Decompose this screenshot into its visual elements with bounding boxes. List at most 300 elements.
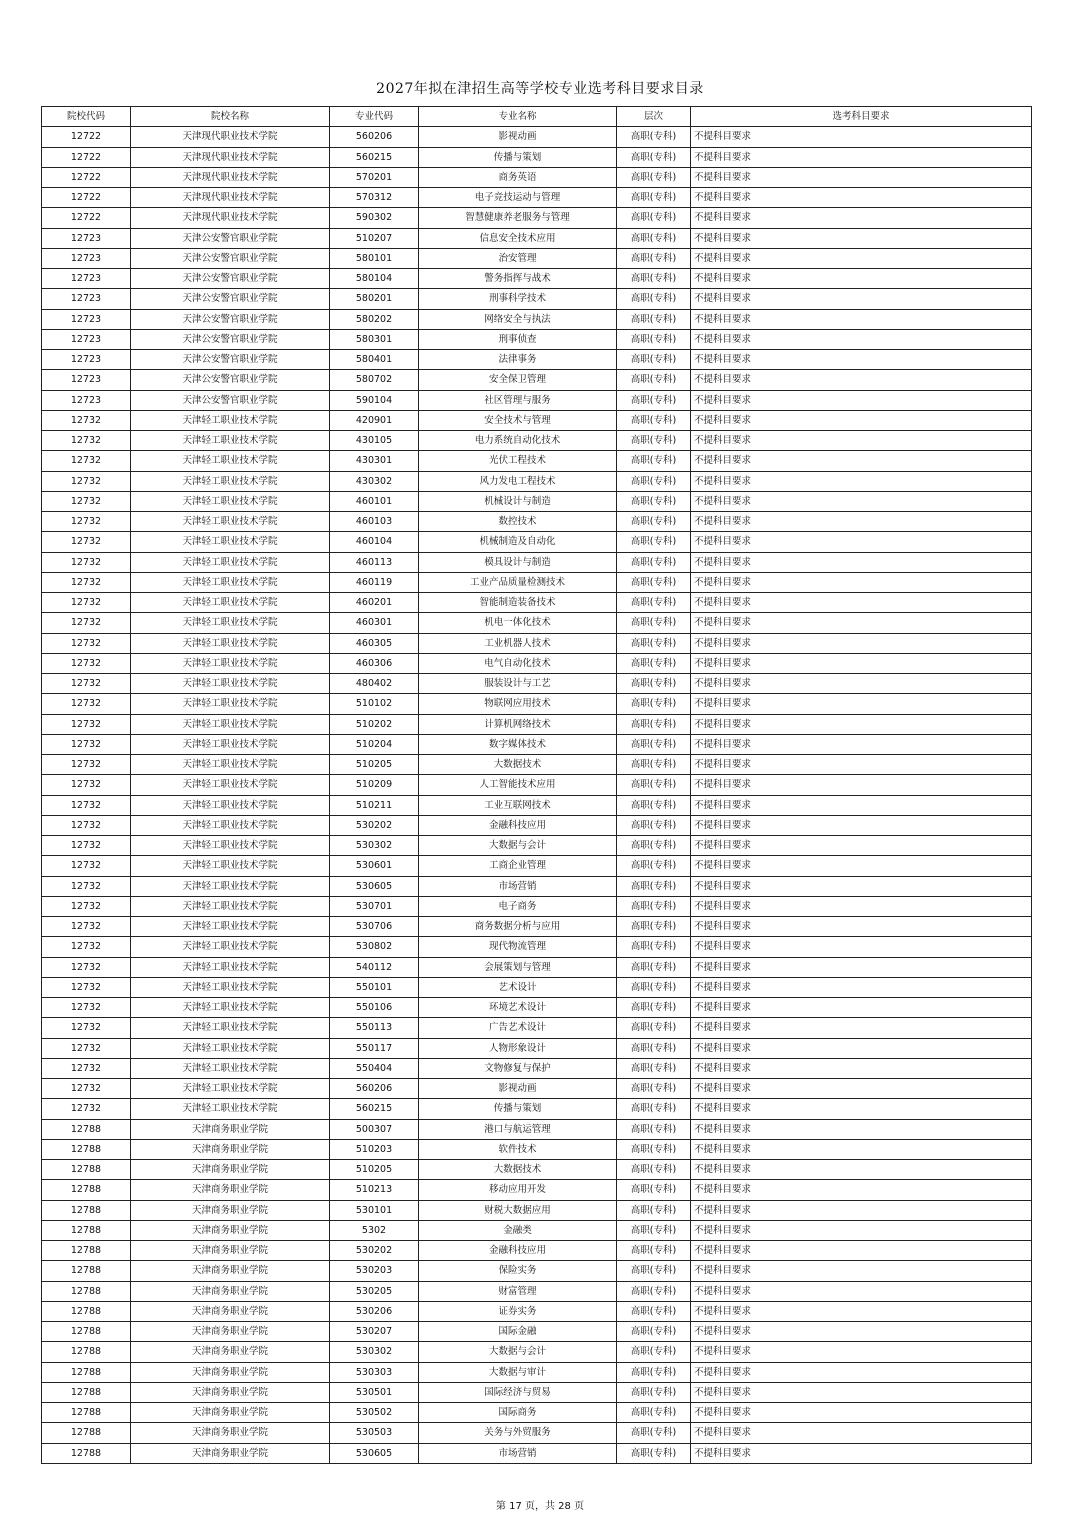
cell-subject-requirement: 不提科目要求 <box>691 1423 1032 1443</box>
cell-level: 高职(专科) <box>617 694 691 714</box>
major-requirements-table <box>41 106 1032 1464</box>
cell-school-name: 天津商务职业学院 <box>131 1160 330 1180</box>
cell-level: 高职(专科) <box>617 208 691 228</box>
cell-school-name: 天津商务职业学院 <box>131 1180 330 1200</box>
table-row <box>42 167 1032 187</box>
cell-school-name: 天津轻工职业技术学院 <box>131 653 330 673</box>
cell-major-code: 510209 <box>330 775 419 795</box>
table-row <box>42 1322 1032 1342</box>
cell-level: 高职(专科) <box>617 390 691 410</box>
cell-major-code: 530503 <box>330 1423 419 1443</box>
cell-major-name: 智慧健康养老服务与管理 <box>419 208 617 228</box>
table-row <box>42 269 1032 289</box>
cell-level: 高职(专科) <box>617 1382 691 1402</box>
cell-school-name: 天津轻工职业技术学院 <box>131 917 330 937</box>
cell-subject-requirement: 不提科目要求 <box>691 1119 1032 1139</box>
cell-school-name: 天津公安警官职业学院 <box>131 269 330 289</box>
cell-level: 高职(专科) <box>617 410 691 430</box>
cell-level: 高职(专科) <box>617 309 691 329</box>
cell-level: 高职(专科) <box>617 1160 691 1180</box>
cell-school-name: 天津公安警官职业学院 <box>131 370 330 390</box>
cell-school-code: 12732 <box>42 998 131 1018</box>
page-title: 2027年拟在津招生高等学校专业选考科目要求目录 <box>376 81 704 97</box>
cell-school-name: 天津商务职业学院 <box>131 1443 330 1463</box>
cell-level: 高职(专科) <box>617 1018 691 1038</box>
cell-major-name: 工商企业管理 <box>419 856 617 876</box>
cell-school-name: 天津轻工职业技术学院 <box>131 572 330 592</box>
cell-major-code: 560206 <box>330 1079 419 1099</box>
cell-school-code: 12722 <box>42 188 131 208</box>
cell-school-code: 12732 <box>42 1058 131 1078</box>
table-row <box>42 856 1032 876</box>
cell-subject-requirement: 不提科目要求 <box>691 390 1032 410</box>
table-row <box>42 127 1032 147</box>
cell-subject-requirement: 不提科目要求 <box>691 1160 1032 1180</box>
cell-school-name: 天津公安警官职业学院 <box>131 289 330 309</box>
table-row <box>42 208 1032 228</box>
cell-subject-requirement: 不提科目要求 <box>691 309 1032 329</box>
cell-school-name: 天津商务职业学院 <box>131 1322 330 1342</box>
cell-school-name: 天津轻工职业技术学院 <box>131 714 330 734</box>
cell-school-name: 天津现代职业技术学院 <box>131 167 330 187</box>
cell-level: 高职(专科) <box>617 795 691 815</box>
cell-school-name: 天津公安警官职业学院 <box>131 248 330 268</box>
cell-school-code: 12732 <box>42 775 131 795</box>
cell-major-name: 大数据与审计 <box>419 1362 617 1382</box>
cell-school-name: 天津轻工职业技术学院 <box>131 1038 330 1058</box>
cell-school-name: 天津商务职业学院 <box>131 1382 330 1402</box>
table-row <box>42 734 1032 754</box>
cell-level: 高职(专科) <box>617 127 691 147</box>
cell-major-code: 580202 <box>330 309 419 329</box>
cell-major-code: 530701 <box>330 896 419 916</box>
cell-major-name: 广告艺术设计 <box>419 1018 617 1038</box>
cell-subject-requirement: 不提科目要求 <box>691 248 1032 268</box>
cell-subject-requirement: 不提科目要求 <box>691 208 1032 228</box>
cell-school-code: 12732 <box>42 572 131 592</box>
cell-subject-requirement: 不提科目要求 <box>691 937 1032 957</box>
table-row <box>42 1200 1032 1220</box>
cell-major-name: 法律事务 <box>419 350 617 370</box>
cell-subject-requirement: 不提科目要求 <box>691 1301 1032 1321</box>
cell-major-name: 风力发电工程技术 <box>419 471 617 491</box>
cell-level: 高职(专科) <box>617 228 691 248</box>
cell-subject-requirement: 不提科目要求 <box>691 1362 1032 1382</box>
cell-school-name: 天津轻工职业技术学院 <box>131 431 330 451</box>
cell-school-name: 天津公安警官职业学院 <box>131 228 330 248</box>
cell-school-name: 天津商务职业学院 <box>131 1403 330 1423</box>
table-row <box>42 775 1032 795</box>
cell-major-name: 港口与航运管理 <box>419 1119 617 1139</box>
cell-subject-requirement: 不提科目要求 <box>691 613 1032 633</box>
cell-school-name: 天津商务职业学院 <box>131 1119 330 1139</box>
cell-subject-requirement: 不提科目要求 <box>691 572 1032 592</box>
cell-major-name: 关务与外贸服务 <box>419 1423 617 1443</box>
cell-major-code: 510207 <box>330 228 419 248</box>
cell-level: 高职(专科) <box>617 775 691 795</box>
table-row <box>42 390 1032 410</box>
cell-major-name: 大数据与会计 <box>419 1342 617 1362</box>
cell-major-code: 580101 <box>330 248 419 268</box>
table-row <box>42 1079 1032 1099</box>
cell-school-code: 12732 <box>42 512 131 532</box>
cell-major-name: 电力系统自动化技术 <box>419 431 617 451</box>
header-major-code: 专业代码 <box>330 107 419 127</box>
cell-level: 高职(专科) <box>617 876 691 896</box>
cell-major-name: 传播与策划 <box>419 1099 617 1119</box>
cell-major-name: 商务数据分析与应用 <box>419 917 617 937</box>
cell-subject-requirement: 不提科目要求 <box>691 1200 1032 1220</box>
cell-major-code: 510205 <box>330 755 419 775</box>
cell-school-code: 12732 <box>42 734 131 754</box>
cell-level: 高职(专科) <box>617 1403 691 1423</box>
cell-level: 高职(专科) <box>617 593 691 613</box>
cell-major-name: 市场营销 <box>419 1443 617 1463</box>
cell-school-code: 12732 <box>42 917 131 937</box>
cell-school-name: 天津轻工职业技术学院 <box>131 532 330 552</box>
table-row <box>42 147 1032 167</box>
cell-school-name: 天津轻工职业技术学院 <box>131 1079 330 1099</box>
cell-major-name: 机械设计与制造 <box>419 491 617 511</box>
cell-school-code: 12732 <box>42 653 131 673</box>
cell-school-name: 天津商务职业学院 <box>131 1301 330 1321</box>
cell-school-name: 天津轻工职业技术学院 <box>131 957 330 977</box>
cell-school-name: 天津轻工职业技术学院 <box>131 1018 330 1038</box>
cell-school-name: 天津轻工职业技术学院 <box>131 1058 330 1078</box>
cell-school-name: 天津轻工职业技术学院 <box>131 552 330 572</box>
cell-school-name: 天津商务职业学院 <box>131 1261 330 1281</box>
cell-school-code: 12732 <box>42 593 131 613</box>
cell-major-name: 智能制造装备技术 <box>419 593 617 613</box>
cell-major-code: 530501 <box>330 1382 419 1402</box>
cell-school-code: 12732 <box>42 491 131 511</box>
cell-major-name: 财富管理 <box>419 1281 617 1301</box>
cell-level: 高职(专科) <box>617 653 691 673</box>
cell-school-name: 天津现代职业技术学院 <box>131 208 330 228</box>
cell-major-name: 证券实务 <box>419 1301 617 1321</box>
table-row <box>42 552 1032 572</box>
cell-level: 高职(专科) <box>617 512 691 532</box>
cell-major-code: 480402 <box>330 674 419 694</box>
cell-major-name: 大数据技术 <box>419 1160 617 1180</box>
cell-major-name: 人物形象设计 <box>419 1038 617 1058</box>
cell-school-code: 12723 <box>42 269 131 289</box>
cell-major-name: 模具设计与制造 <box>419 552 617 572</box>
table-body <box>42 127 1032 1464</box>
cell-school-name: 天津轻工职业技术学院 <box>131 694 330 714</box>
cell-major-name: 文物修复与保护 <box>419 1058 617 1078</box>
cell-school-code: 12723 <box>42 370 131 390</box>
cell-school-code: 12788 <box>42 1423 131 1443</box>
cell-level: 高职(专科) <box>617 1119 691 1139</box>
cell-school-name: 天津轻工职业技术学院 <box>131 674 330 694</box>
cell-major-code: 550113 <box>330 1018 419 1038</box>
cell-major-name: 人工智能技术应用 <box>419 775 617 795</box>
cell-subject-requirement: 不提科目要求 <box>691 350 1032 370</box>
cell-major-code: 510213 <box>330 1180 419 1200</box>
cell-level: 高职(专科) <box>617 1362 691 1382</box>
cell-level: 高职(专科) <box>617 431 691 451</box>
cell-major-name: 商务英语 <box>419 167 617 187</box>
cell-school-code: 12788 <box>42 1261 131 1281</box>
table-row <box>42 937 1032 957</box>
cell-school-name: 天津轻工职业技术学院 <box>131 734 330 754</box>
table-row <box>42 1362 1032 1382</box>
cell-school-code: 12723 <box>42 289 131 309</box>
cell-subject-requirement: 不提科目要求 <box>691 836 1032 856</box>
cell-major-name: 环境艺术设计 <box>419 998 617 1018</box>
cell-major-code: 580702 <box>330 370 419 390</box>
cell-major-code: 460306 <box>330 653 419 673</box>
table-row <box>42 1342 1032 1362</box>
cell-level: 高职(专科) <box>617 856 691 876</box>
cell-school-name: 天津公安警官职业学院 <box>131 309 330 329</box>
cell-level: 高职(专科) <box>617 350 691 370</box>
cell-school-name: 天津轻工职业技术学院 <box>131 491 330 511</box>
cell-major-name: 电子竞技运动与管理 <box>419 188 617 208</box>
cell-subject-requirement: 不提科目要求 <box>691 917 1032 937</box>
table-row <box>42 1038 1032 1058</box>
table-row <box>42 896 1032 916</box>
cell-school-name: 天津商务职业学院 <box>131 1362 330 1382</box>
cell-level: 高职(专科) <box>617 998 691 1018</box>
cell-major-name: 计算机网络技术 <box>419 714 617 734</box>
cell-major-code: 530206 <box>330 1301 419 1321</box>
table-row <box>42 755 1032 775</box>
cell-school-code: 12732 <box>42 613 131 633</box>
cell-major-code: 5302 <box>330 1220 419 1240</box>
cell-subject-requirement: 不提科目要求 <box>691 795 1032 815</box>
cell-school-code: 12732 <box>42 1038 131 1058</box>
cell-major-name: 数控技术 <box>419 512 617 532</box>
cell-level: 高职(专科) <box>617 1038 691 1058</box>
cell-school-code: 12732 <box>42 795 131 815</box>
table-row <box>42 613 1032 633</box>
cell-subject-requirement: 不提科目要求 <box>691 815 1032 835</box>
table-row <box>42 998 1032 1018</box>
cell-school-name: 天津轻工职业技术学院 <box>131 410 330 430</box>
cell-school-name: 天津轻工职业技术学院 <box>131 795 330 815</box>
cell-subject-requirement: 不提科目要求 <box>691 1099 1032 1119</box>
cell-major-name: 警务指挥与战术 <box>419 269 617 289</box>
cell-school-code: 12788 <box>42 1301 131 1321</box>
cell-major-code: 530605 <box>330 876 419 896</box>
table-row <box>42 451 1032 471</box>
table-row <box>42 1220 1032 1240</box>
cell-school-code: 12788 <box>42 1139 131 1159</box>
cell-level: 高职(专科) <box>617 552 691 572</box>
cell-major-name: 机械制造及自动化 <box>419 532 617 552</box>
cell-level: 高职(专科) <box>617 755 691 775</box>
cell-subject-requirement: 不提科目要求 <box>691 856 1032 876</box>
cell-major-code: 580301 <box>330 329 419 349</box>
cell-subject-requirement: 不提科目要求 <box>691 1038 1032 1058</box>
table-row <box>42 977 1032 997</box>
cell-level: 高职(专科) <box>617 957 691 977</box>
cell-subject-requirement: 不提科目要求 <box>691 1220 1032 1240</box>
cell-subject-requirement: 不提科目要求 <box>691 1342 1032 1362</box>
table-row <box>42 1241 1032 1261</box>
cell-school-name: 天津轻工职业技术学院 <box>131 937 330 957</box>
cell-subject-requirement: 不提科目要求 <box>691 329 1032 349</box>
cell-subject-requirement: 不提科目要求 <box>691 694 1032 714</box>
cell-major-name: 金融类 <box>419 1220 617 1240</box>
cell-major-code: 510102 <box>330 694 419 714</box>
cell-school-name: 天津轻工职业技术学院 <box>131 876 330 896</box>
cell-major-code: 460101 <box>330 491 419 511</box>
cell-school-code: 12788 <box>42 1322 131 1342</box>
cell-school-code: 12732 <box>42 471 131 491</box>
cell-level: 高职(专科) <box>617 289 691 309</box>
cell-major-code: 500307 <box>330 1119 419 1139</box>
cell-major-name: 市场营销 <box>419 876 617 896</box>
cell-subject-requirement: 不提科目要求 <box>691 512 1032 532</box>
cell-school-name: 天津轻工职业技术学院 <box>131 775 330 795</box>
cell-school-name: 天津轻工职业技术学院 <box>131 998 330 1018</box>
table-row <box>42 1261 1032 1281</box>
table-row <box>42 1281 1032 1301</box>
cell-major-code: 530207 <box>330 1322 419 1342</box>
cell-major-code: 530605 <box>330 1443 419 1463</box>
cell-major-name: 艺术设计 <box>419 977 617 997</box>
cell-subject-requirement: 不提科目要求 <box>691 896 1032 916</box>
cell-level: 高职(专科) <box>617 1423 691 1443</box>
table-row <box>42 917 1032 937</box>
header-major-name: 专业名称 <box>419 107 617 127</box>
cell-school-code: 12788 <box>42 1281 131 1301</box>
header-school-name: 院校名称 <box>131 107 330 127</box>
cell-major-name: 影视动画 <box>419 1079 617 1099</box>
cell-subject-requirement: 不提科目要求 <box>691 167 1032 187</box>
cell-major-code: 570201 <box>330 167 419 187</box>
cell-major-code: 460301 <box>330 613 419 633</box>
cell-school-name: 天津商务职业学院 <box>131 1423 330 1443</box>
cell-school-code: 12788 <box>42 1362 131 1382</box>
cell-subject-requirement: 不提科目要求 <box>691 1281 1032 1301</box>
cell-school-name: 天津商务职业学院 <box>131 1200 330 1220</box>
cell-school-name: 天津轻工职业技术学院 <box>131 755 330 775</box>
cell-school-name: 天津轻工职业技术学院 <box>131 633 330 653</box>
cell-major-name: 移动应用开发 <box>419 1180 617 1200</box>
cell-subject-requirement: 不提科目要求 <box>691 1018 1032 1038</box>
cell-school-code: 12732 <box>42 410 131 430</box>
cell-school-code: 12732 <box>42 1018 131 1038</box>
cell-school-name: 天津轻工职业技术学院 <box>131 856 330 876</box>
cell-school-code: 12723 <box>42 228 131 248</box>
cell-school-code: 12732 <box>42 836 131 856</box>
cell-major-code: 530205 <box>330 1281 419 1301</box>
cell-level: 高职(专科) <box>617 1139 691 1159</box>
cell-major-name: 现代物流管理 <box>419 937 617 957</box>
cell-school-code: 12723 <box>42 309 131 329</box>
cell-subject-requirement: 不提科目要求 <box>691 998 1032 1018</box>
cell-major-code: 420901 <box>330 410 419 430</box>
cell-school-code: 12732 <box>42 937 131 957</box>
table-row <box>42 471 1032 491</box>
header-school-code: 院校代码 <box>42 107 131 127</box>
cell-major-code: 560206 <box>330 127 419 147</box>
cell-school-name: 天津轻工职业技术学院 <box>131 451 330 471</box>
cell-level: 高职(专科) <box>617 1220 691 1240</box>
cell-school-name: 天津轻工职业技术学院 <box>131 1099 330 1119</box>
cell-major-name: 刑事科学技术 <box>419 289 617 309</box>
cell-school-code: 12732 <box>42 431 131 451</box>
table-row <box>42 1160 1032 1180</box>
table-row <box>42 309 1032 329</box>
cell-subject-requirement: 不提科目要求 <box>691 755 1032 775</box>
cell-school-code: 12722 <box>42 208 131 228</box>
cell-major-code: 510203 <box>330 1139 419 1159</box>
cell-major-code: 580104 <box>330 269 419 289</box>
header-level: 层次 <box>617 107 691 127</box>
cell-major-name: 工业机器人技术 <box>419 633 617 653</box>
cell-level: 高职(专科) <box>617 1443 691 1463</box>
cell-school-code: 12723 <box>42 390 131 410</box>
cell-major-name: 工业产品质量检测技术 <box>419 572 617 592</box>
cell-major-name: 网络安全与执法 <box>419 309 617 329</box>
cell-level: 高职(专科) <box>617 370 691 390</box>
cell-level: 高职(专科) <box>617 532 691 552</box>
cell-subject-requirement: 不提科目要求 <box>691 1443 1032 1463</box>
cell-subject-requirement: 不提科目要求 <box>691 370 1032 390</box>
table-row <box>42 1018 1032 1038</box>
cell-level: 高职(专科) <box>617 714 691 734</box>
cell-level: 高职(专科) <box>617 937 691 957</box>
cell-level: 高职(专科) <box>617 147 691 167</box>
cell-major-name: 国际经济与贸易 <box>419 1382 617 1402</box>
cell-subject-requirement: 不提科目要求 <box>691 1403 1032 1423</box>
table-row <box>42 876 1032 896</box>
cell-level: 高职(专科) <box>617 613 691 633</box>
cell-subject-requirement: 不提科目要求 <box>691 775 1032 795</box>
cell-level: 高职(专科) <box>617 1281 691 1301</box>
cell-level: 高职(专科) <box>617 572 691 592</box>
cell-school-code: 12723 <box>42 329 131 349</box>
cell-major-name: 机电一体化技术 <box>419 613 617 633</box>
table-row <box>42 248 1032 268</box>
cell-level: 高职(专科) <box>617 896 691 916</box>
table-row <box>42 1301 1032 1321</box>
cell-major-name: 国际商务 <box>419 1403 617 1423</box>
cell-school-name: 天津公安警官职业学院 <box>131 390 330 410</box>
cell-level: 高职(专科) <box>617 917 691 937</box>
cell-major-name: 刑事侦查 <box>419 329 617 349</box>
cell-level: 高职(专科) <box>617 674 691 694</box>
cell-major-code: 530601 <box>330 856 419 876</box>
cell-subject-requirement: 不提科目要求 <box>691 633 1032 653</box>
cell-school-code: 12732 <box>42 1099 131 1119</box>
cell-subject-requirement: 不提科目要求 <box>691 1079 1032 1099</box>
cell-major-name: 软件技术 <box>419 1139 617 1159</box>
cell-subject-requirement: 不提科目要求 <box>691 1180 1032 1200</box>
cell-major-code: 570312 <box>330 188 419 208</box>
cell-major-code: 460104 <box>330 532 419 552</box>
cell-school-code: 12732 <box>42 755 131 775</box>
cell-major-code: 510204 <box>330 734 419 754</box>
cell-school-code: 12722 <box>42 127 131 147</box>
cell-major-name: 工业互联网技术 <box>419 795 617 815</box>
cell-school-code: 12722 <box>42 167 131 187</box>
table-row <box>42 1382 1032 1402</box>
cell-school-code: 12732 <box>42 896 131 916</box>
cell-major-name: 光伏工程技术 <box>419 451 617 471</box>
cell-school-code: 12732 <box>42 694 131 714</box>
cell-major-code: 550404 <box>330 1058 419 1078</box>
cell-major-code: 530101 <box>330 1200 419 1220</box>
table-row <box>42 228 1032 248</box>
cell-subject-requirement: 不提科目要求 <box>691 977 1032 997</box>
cell-subject-requirement: 不提科目要求 <box>691 674 1032 694</box>
